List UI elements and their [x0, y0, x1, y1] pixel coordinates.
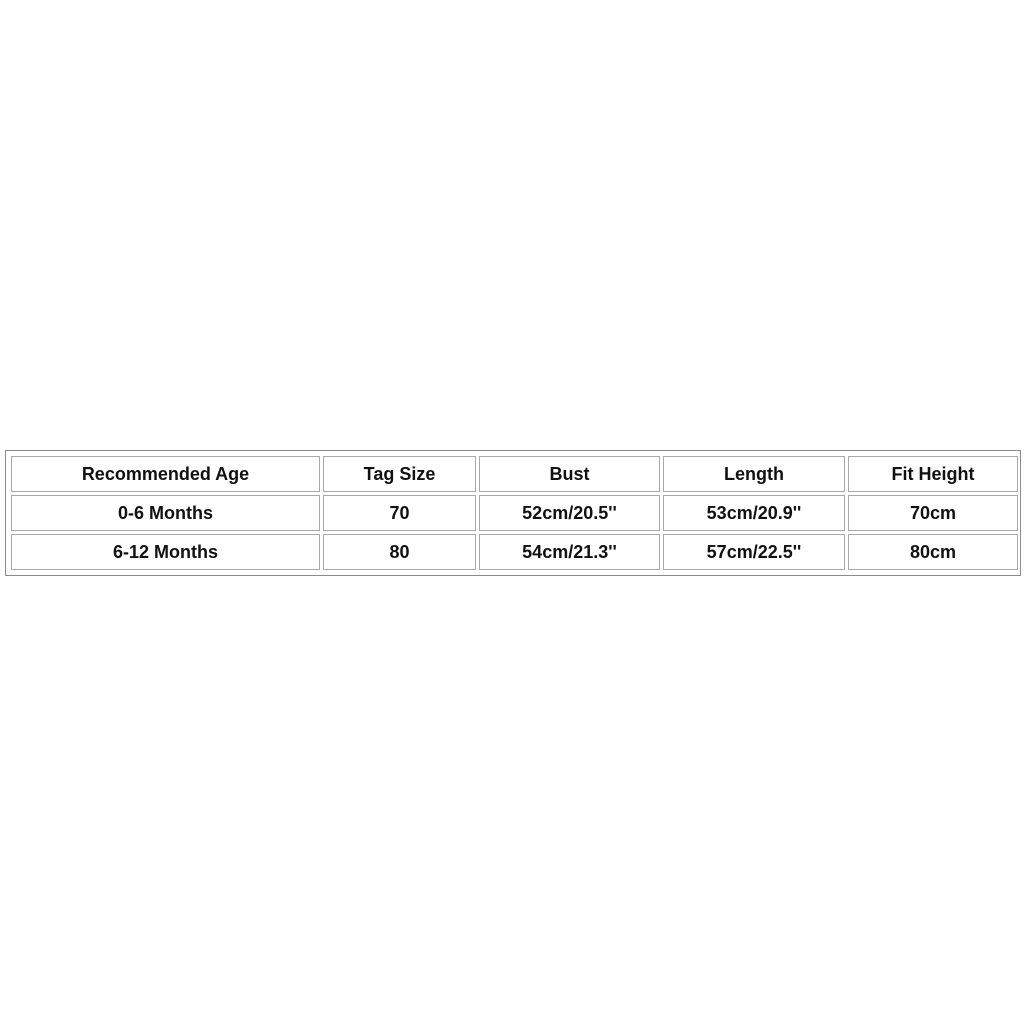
cell-bust: 54cm/21.3'': [479, 534, 660, 570]
cell-length: 53cm/20.9'': [663, 495, 845, 531]
header-recommended-age: Recommended Age: [11, 456, 320, 492]
header-fit-height: Fit Height: [848, 456, 1018, 492]
table-header-row: [11, 456, 1018, 492]
header-tag-size: Tag Size: [323, 456, 476, 492]
header-length: Length: [663, 456, 845, 492]
cell-bust: 52cm/20.5'': [479, 495, 660, 531]
cell-recommended-age: 6-12 Months: [11, 534, 320, 570]
size-chart: [5, 450, 1021, 576]
cell-length: 57cm/22.5'': [663, 534, 845, 570]
cell-fit-height: 70cm: [848, 495, 1018, 531]
table-row: [11, 534, 1018, 570]
size-chart-table: [8, 453, 1021, 573]
cell-recommended-age: 0-6 Months: [11, 495, 320, 531]
cell-fit-height: 80cm: [848, 534, 1018, 570]
cell-tag-size: 80: [323, 534, 476, 570]
header-bust: Bust: [479, 456, 660, 492]
table-row: [11, 495, 1018, 531]
cell-tag-size: 70: [323, 495, 476, 531]
